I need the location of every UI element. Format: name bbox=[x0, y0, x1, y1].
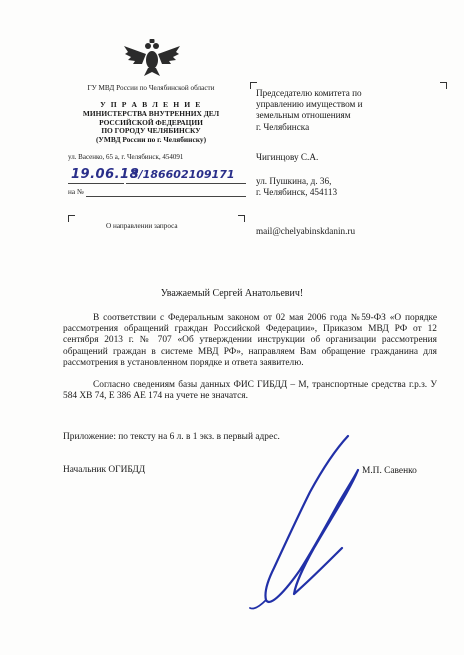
salutation: Уважаемый Сергей Анатольевич! bbox=[160, 288, 304, 299]
subject-prefix: О направлении bbox=[106, 222, 153, 230]
recipient-line: г. Челябинска bbox=[256, 121, 310, 132]
org-title: У П Р А В Л Е Н И Е bbox=[100, 100, 202, 109]
recipient-email: mail@chelyabinskdanin.ru bbox=[256, 226, 356, 236]
org-line: (УМВД России по г. Челябинску) bbox=[95, 134, 207, 144]
sender-address: ул. Васенко, 65 а, г. Челябинск, 454091 bbox=[68, 153, 184, 161]
agency-short-name: ГУ МВД России по Челябинской области bbox=[87, 84, 215, 92]
reference-label: на № bbox=[68, 188, 84, 196]
attachment-note: Приложение: по тексту на 6 л. в 1 экз. в первый адрес. bbox=[63, 432, 280, 442]
handwritten-signature-icon bbox=[230, 430, 380, 615]
handwritten-date: 19.06.18 bbox=[71, 167, 140, 182]
subject-corner-left bbox=[68, 215, 75, 222]
recipient-name: Чигинцову С.А. bbox=[256, 152, 319, 162]
body-paragraph-2: Согласно сведениям базы данных ФИС ГИБДД – М, транспортные средства г.р.з. У 584 ХВ 74, Е 386 АЕ 174 на учете не значатся. bbox=[63, 380, 437, 402]
subject-suffix: запроса bbox=[153, 222, 178, 230]
signer-name: М.П. Савенко bbox=[362, 466, 417, 476]
body-paragraph-1: В соответствии с Федеральным законом от 02 мая 2006 года №59-ФЗ «О порядке рассмотрения обращений граждан Российской Федерации», Приказом МВД РФ от 12 сентября 2013 г. № 707 «Об утверждении инструкции об организации рассмотрения обращений граждан в системе МВД РФ», направляем Вам обращение гражданина для рассмотрения в установленном порядке и ответа заявителю. bbox=[63, 313, 437, 368]
reference-underline bbox=[86, 196, 246, 197]
number-underline bbox=[126, 183, 246, 184]
recipient-line: управлению имуществом и bbox=[256, 99, 363, 110]
recipient-line: земельным отношениям bbox=[256, 110, 351, 121]
subject-corner-right bbox=[238, 215, 245, 222]
mvd-eagle-emblem-icon bbox=[122, 36, 182, 78]
org-line: МИНИСТЕРСТВА ВНУТРЕННИХ ДЕЛ bbox=[82, 109, 220, 118]
org-line: ПО ГОРОДУ ЧЕЛЯБИНСКУ bbox=[101, 126, 201, 136]
handwritten-reg-number: 3/186602109171 bbox=[131, 168, 235, 181]
signer-title: Начальник ОГИБДД bbox=[63, 465, 146, 475]
recipient-line: Председателю комитета по bbox=[256, 88, 362, 98]
org-line: РОССИЙСКОЙ ФЕДЕРАЦИИ bbox=[99, 117, 203, 127]
org-name-block bbox=[56, 110, 246, 144]
recipient-address-line: ул. Пушкина, д. 36, bbox=[256, 176, 332, 186]
recipient-block bbox=[256, 88, 442, 133]
subject-line bbox=[106, 222, 178, 230]
recipient-address-line: г. Челябинск, 454113 bbox=[256, 187, 338, 198]
recipient-address bbox=[256, 176, 337, 198]
date-underline bbox=[68, 183, 124, 184]
